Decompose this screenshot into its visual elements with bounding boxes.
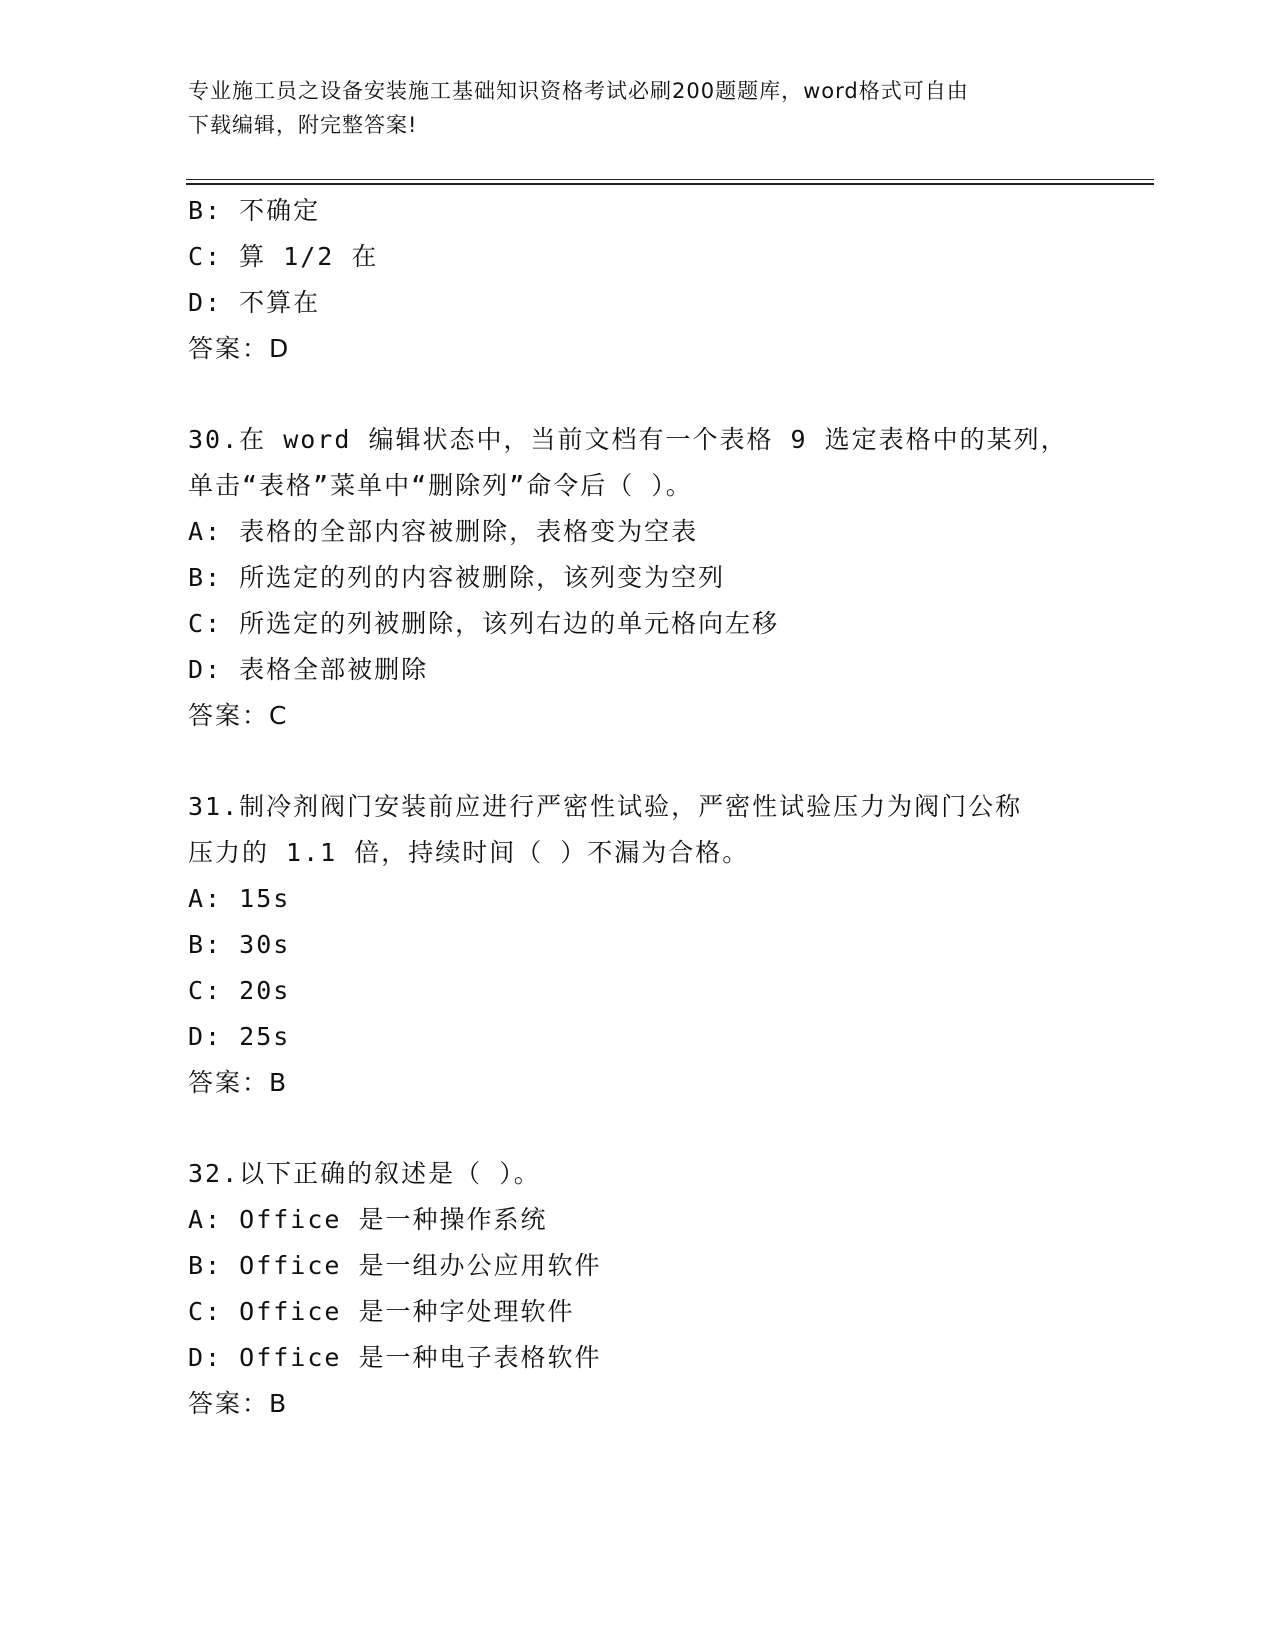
option-d: D: 不算在	[188, 288, 321, 317]
page-header	[188, 74, 1068, 142]
question-stem-line: 单击“表格”菜单中“删除列”命令后（ ）。	[188, 471, 693, 500]
header-line-1: 专业施工员之设备安装施工基础知识资格考试必刷200题题库，word格式可自由	[188, 79, 969, 103]
option-c: C: 算 1/2 在	[188, 242, 379, 271]
option-b: B: 所选定的列的内容被删除，该列变为空列	[188, 563, 726, 592]
question-29-tail	[188, 188, 1148, 372]
question-stem-line: 30.在 word 编辑状态中，当前文档有一个表格 9 选定表格中的某列，	[188, 425, 1068, 454]
spacer	[188, 372, 1148, 417]
header-line-2: 下载编辑，附完整答案!	[188, 113, 418, 137]
option-b: B: 不确定	[188, 196, 321, 225]
option-c: C: Office 是一种字处理软件	[188, 1297, 575, 1326]
header-divider-thick	[186, 183, 1154, 185]
answer-line: 答案：C	[188, 701, 289, 730]
question-stem-line: 32.以下正确的叙述是（ ）。	[188, 1159, 541, 1188]
spacer	[188, 739, 1148, 784]
question-stem-line: 压力的 1.1 倍，持续时间（ ）不漏为合格。	[188, 838, 750, 867]
option-a: A: Office 是一种操作系统	[188, 1205, 548, 1234]
question-content	[188, 188, 1148, 1427]
answer-line: 答案：B	[188, 1068, 289, 1097]
question-stem-line: 31.制冷剂阀门安装前应进行严密性试验，严密性试验压力为阀门公称	[188, 792, 1023, 821]
option-b: B: Office 是一组办公应用软件	[188, 1251, 602, 1280]
option-c: C: 所选定的列被删除，该列右边的单元格向左移	[188, 609, 780, 638]
question-32	[188, 1151, 1148, 1427]
answer-line: 答案：B	[188, 1389, 289, 1418]
option-d: D: 25s	[188, 1022, 291, 1051]
option-d: D: 表格全部被删除	[188, 655, 429, 684]
option-c: C: 20s	[188, 976, 291, 1005]
question-30	[188, 417, 1148, 739]
answer-line: 答案：D	[188, 334, 291, 363]
spacer	[188, 1106, 1148, 1151]
option-d: D: Office 是一种电子表格软件	[188, 1343, 602, 1372]
option-a: A: 表格的全部内容被删除，表格变为空表	[188, 517, 699, 546]
option-b: B: 30s	[188, 930, 291, 959]
option-a: A: 15s	[188, 884, 291, 913]
header-divider-thin	[186, 179, 1154, 180]
question-31	[188, 784, 1148, 1106]
